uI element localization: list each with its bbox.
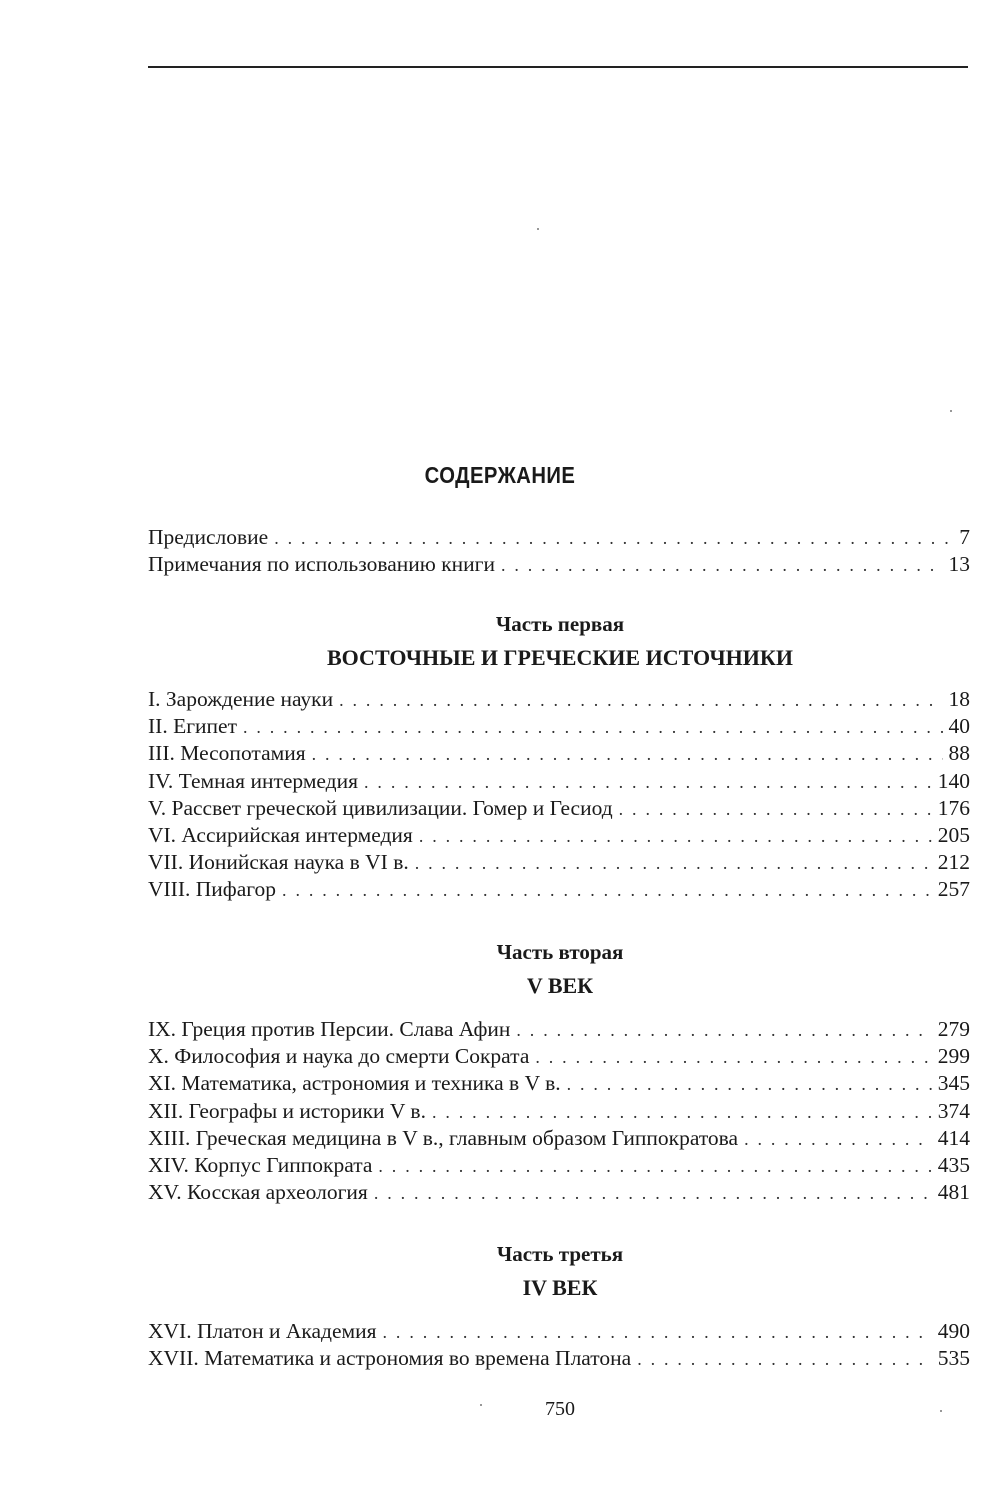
dot-leader [432,1099,932,1126]
toc-entry-usage-notes [148,551,970,578]
toc-entry [148,1345,970,1372]
part-one-label: Часть первая [495,612,625,636]
dot-leader [312,741,943,768]
entry-title: XIII. Греческая медицина в V в., главным образом Гиппократова [148,1125,739,1150]
entry-title: I. Зарождение науки [148,687,334,711]
dot-leader [501,552,943,579]
dot-leader [637,1346,932,1373]
dot-leader [274,525,953,552]
entry-page-number: 205 [937,822,970,847]
entry-page-number: 299 [937,1044,970,1069]
entry-title: V. Рассвет греческой цивилизации. Гомер и Гесиод [148,795,613,820]
entry-page-number: 490 [937,1319,970,1343]
entry-title: II. Египет [148,714,237,739]
entry-title: XI. Математика, астрономия и техника в V в. [148,1071,561,1096]
toc-entry [148,740,970,767]
entry-page-number: 535 [937,1346,970,1371]
entry-page-number: 414 [937,1125,970,1150]
toc-entry [148,686,970,713]
dot-leader [744,1126,932,1153]
entry-title: XIV. Корпус Гиппократа [148,1152,373,1177]
part-one-list [148,686,970,904]
entry-title: III. Месопотамия [148,741,306,766]
dot-leader [339,687,942,714]
entry-page-number: 13 [948,552,970,577]
entry-page-number: 481 [937,1180,970,1205]
dot-leader [378,1153,931,1180]
entry-page-number: 176 [937,795,970,820]
toc-entry [148,822,970,849]
entry-page-number: 374 [937,1098,970,1123]
entry-page-number: 345 [937,1071,970,1096]
toc-entry [148,1098,970,1125]
toc-entry [148,849,970,876]
part-one-heading: ВОСТОЧНЫЕ И ГРЕЧЕСКИЕ ИСТОЧНИКИ [327,645,793,670]
toc-entry [148,713,970,740]
entry-title: XVII. Математика и астрономия во времена Платона [148,1346,632,1371]
dot-leader [567,1071,932,1098]
entry-page-number: 279 [937,1017,970,1041]
scan-speck [537,228,539,230]
part-three-heading: IV ВЕК [522,1275,598,1300]
toc-entry [148,1152,970,1179]
entry-page-number: 88 [948,741,970,766]
dot-leader [374,1180,932,1207]
part-two-heading: V ВЕК [526,973,594,998]
entry-page-number: 212 [937,850,970,875]
entry-title: Предисловие [148,525,269,549]
entry-title: XII. Географы и историки V в. [148,1098,426,1123]
dot-leader [243,714,943,741]
scan-speck [480,1404,482,1406]
toc-entry-preface [148,524,970,551]
entry-page-number: 140 [937,768,970,793]
dot-leader [383,1319,932,1346]
entry-title: XVI. Платон и Академия [148,1319,377,1343]
toc-entry [148,1070,970,1097]
toc-entry [148,1043,970,1070]
dot-leader [415,850,932,877]
entry-page-number: 7 [959,525,970,549]
entry-page-number: 40 [948,714,970,739]
entry-title: Примечания по использованию книги [148,552,495,577]
dot-leader [282,877,932,904]
toc-entry [148,1016,970,1043]
dot-leader [364,769,932,796]
part-two-list [148,1016,970,1206]
dot-leader [535,1044,931,1071]
entry-title: IX. Греция против Персии. Слава Афин [148,1017,511,1041]
toc-entry [148,1318,970,1345]
part-two-label: Часть вторая [496,940,624,964]
entry-title: VIII. Пифагор [148,877,277,902]
entry-title: IV. Темная интермедия [148,768,359,793]
entry-page-number: 435 [937,1152,970,1177]
part-three-list [148,1318,970,1372]
scan-speck [940,1410,942,1412]
entry-title: VI. Ассирийская интермедия [148,822,413,847]
entry-page-number: 257 [937,877,970,902]
toc-entry [148,1125,970,1152]
dot-leader [419,823,932,850]
part-three-label: Часть третья [496,1242,624,1266]
toc-title: СОДЕРЖАНИЕ [424,462,576,488]
front-matter-list [148,524,970,578]
entry-title: VII. Ионийская наука в VI в. [148,850,409,875]
entry-page-number: 18 [948,687,970,711]
dot-leader [619,796,932,823]
entry-title: X. Философия и наука до смерти Сократа [148,1044,530,1069]
header-rule [148,66,968,68]
toc-entry [148,1179,970,1206]
toc-entry [148,768,970,795]
dot-leader [516,1017,931,1044]
toc-entry [148,795,970,822]
entry-title: XV. Косская археология [148,1180,368,1205]
toc-entry [148,876,970,903]
scan-speck [950,410,952,412]
page-number: 750 [545,1398,575,1420]
